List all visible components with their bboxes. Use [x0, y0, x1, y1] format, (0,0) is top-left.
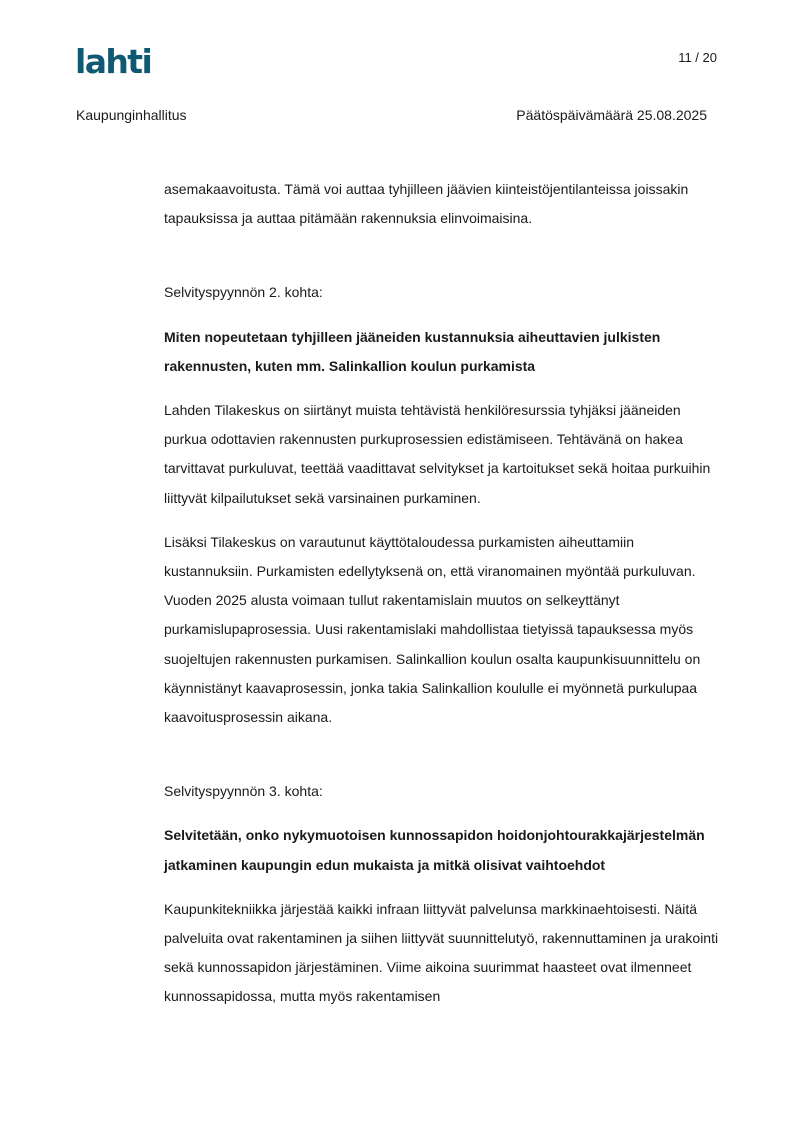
section-2-paragraph-2: Lisäksi Tilakeskus on varautunut käyttötaloudessa purkamisten aiheuttamiin kustannuksiin. Purkamisten edellytyksenä on, että viranomainen myöntää purkuluvan. Vuoden 2025 alusta voimaan tullut rakentamislain muutos on selkeyttänyt purkamislupaprosessia. Uusi rakentamislaki mahdollistaa tietyissä tapauksessa myös suojeltujen rakennusten purkamisen. Salinkallion koulun osalta kaupunkisuunnittelu on käynnistänyt kaavaprosessin, jonka takia Salinkallion koululle ei myönnetä purkulupaa kaavoitusprosessin aikana.: [164, 533, 701, 726]
organization-name: Kaupunginhallitus: [76, 107, 187, 123]
decision-date: Päätöspäivämäärä 25.08.2025: [516, 107, 707, 123]
section-3-question: Selvitetään, onko nykymuotoisen kunnossapidon hoidonjohtourakkajärjestelmän jatkaminen kaupungin edun mukaista ja mitkä olisivat vaihtoehdot: [164, 827, 705, 873]
lahti-logo: lahti: [75, 42, 152, 81]
section-2-label: Selvityspyynnön 2. kohta:: [164, 284, 323, 301]
section-3-label: Selvityspyynnön 3. kohta:: [164, 783, 323, 800]
section-2-question: Miten nopeutetaan tyhjilleen jääneiden kustannuksia aiheuttavien julkisten rakennusten, kuten mm. Salinkallion koulun purkamista: [164, 328, 661, 374]
intro-paragraph: asemakaavoitusta. Tämä voi auttaa tyhjilleen jäävien kiinteistöjentilanteissa joissakin tapauksissa ja auttaa pitämään rakennuksia elinvoimaisina.: [164, 181, 689, 227]
page-number: 11 / 20: [678, 50, 717, 65]
document-body: [164, 175, 724, 1012]
section-2-paragraph-1: Lahden Tilakeskus on siirtänyt muista tehtävistä henkilöresurssia tyhjäksi jääneiden purkua odottavien rakennusten purkuprosessien edistämiseen. Tehtävänä on hakea tarvittavat purkuluvat, teettää vaadittavat selvitykset ja kartoitukset sekä hoitaa purkuihin liittyvät kilpailutukset sekä varsinainen purkaminen.: [164, 402, 711, 506]
section-3-paragraph-1: Kaupunkitekniikka järjestää kaikki infraan liittyvät palvelunsa markkinaehtoisesti. Näitä palveluita ovat rakentaminen ja siihen liittyvät suunnittelutyö, rakennuttaminen ja urakointi sekä kunnossapidon järjestäminen. Viime aikoina suurimmat haasteet ovat ilmenneet kunnossapidossa, mutta myös rakentamisen: [164, 900, 719, 1005]
